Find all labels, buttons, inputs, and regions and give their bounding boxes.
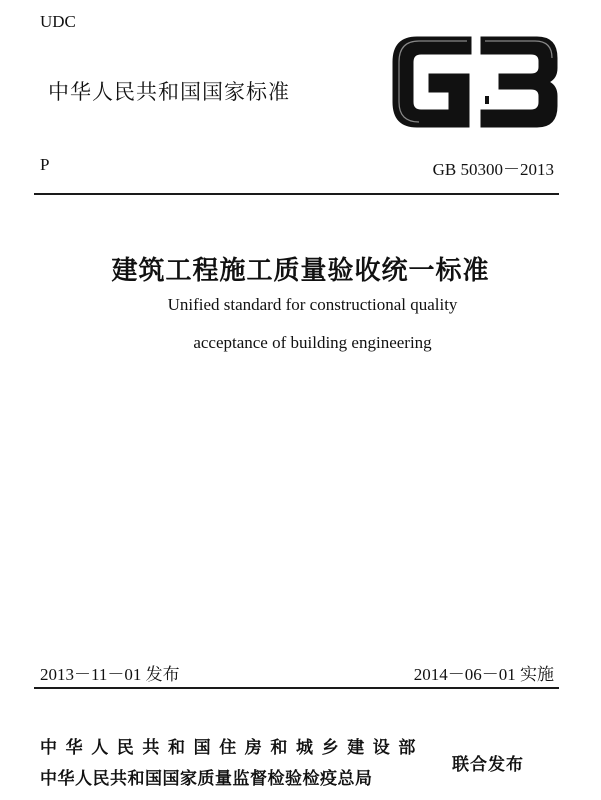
implementation-date: 2014－06－01 实施 [413, 665, 554, 684]
classification-letter: P [40, 155, 50, 174]
issuer-aqsiq: 中华人民共和国国家质量监督检验检疫总局 [40, 769, 373, 789]
gb-logo [389, 34, 561, 130]
udc-label: UDC [40, 12, 76, 31]
standard-number: GB 50300－2013 [432, 160, 554, 179]
title-chinese: 建筑工程施工质量验收统一标准 [111, 256, 490, 286]
issue-date: 2013－11－01 发布 [40, 665, 180, 684]
top-divider [34, 193, 559, 195]
title-english-line-2: acceptance of building engineering [193, 333, 432, 352]
joint-release-label: 联合发布 [452, 755, 524, 775]
issuer-ministry-housing: 中华人民共和国住房和城乡建设部 [40, 738, 424, 758]
gb-logo-b [481, 37, 557, 127]
gb-logo-g [393, 37, 471, 127]
title-english-line-1: Unified standard for constructional quality [167, 295, 458, 314]
bottom-divider [34, 687, 559, 689]
standard-type: 中华人民共和国国家标准 [48, 80, 290, 104]
